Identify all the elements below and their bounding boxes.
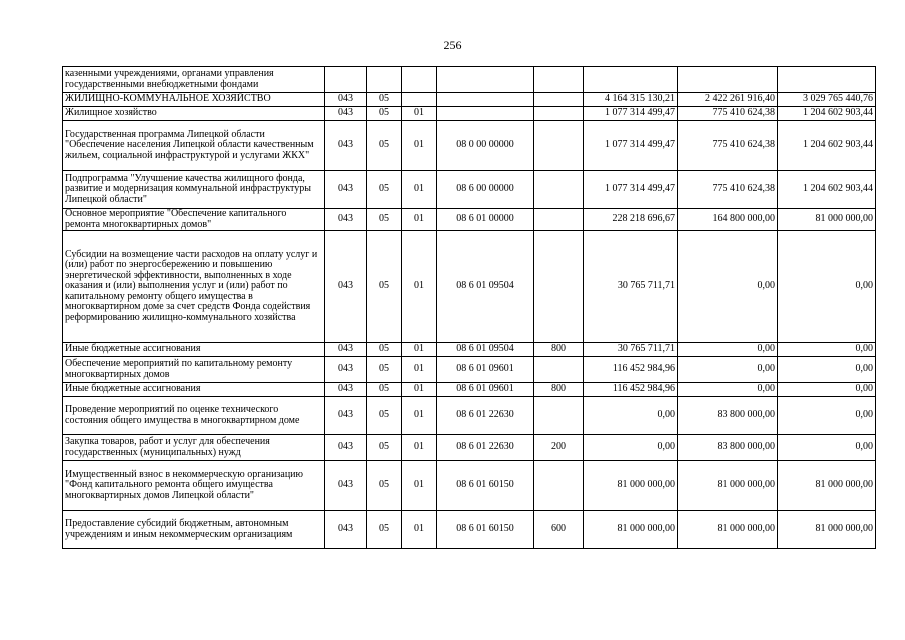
cell-sum-1: 1 077 314 499,47 — [584, 171, 678, 209]
table-row — [63, 343, 876, 357]
cell-sum-1 — [584, 67, 678, 93]
cell-csr: 08 6 01 60150 — [437, 461, 534, 511]
cell-name: ЖИЛИЩНО-КОММУНАЛЬНОЕ ХОЗЯЙСТВО — [63, 93, 325, 107]
cell-csr: 08 6 01 09601 — [437, 383, 534, 397]
cell-name: Предоставление субсидий бюджетным, автономным учреждениям и иным некоммерческим организациям — [63, 511, 325, 549]
cell-sum-1: 81 000 000,00 — [584, 511, 678, 549]
cell-pr — [402, 67, 437, 93]
cell-ved: 043 — [325, 343, 367, 357]
table-row — [63, 461, 876, 511]
cell-sum-3: 0,00 — [778, 343, 876, 357]
cell-name: Подпрограмма "Улучшение качества жилищного фонда, развитие и модернизация коммунальной инфраструктуры Липецкой области" — [63, 171, 325, 209]
cell-sum-3: 0,00 — [778, 383, 876, 397]
cell-sum-2: 775 410 624,38 — [678, 171, 778, 209]
cell-csr: 08 6 01 60150 — [437, 511, 534, 549]
cell-csr: 08 6 01 22630 — [437, 397, 534, 435]
cell-csr — [437, 107, 534, 121]
cell-sum-2: 83 800 000,00 — [678, 397, 778, 435]
cell-ved: 043 — [325, 461, 367, 511]
table-row — [63, 67, 876, 93]
cell-pr: 01 — [402, 511, 437, 549]
table-row — [63, 93, 876, 107]
cell-rz: 05 — [367, 383, 402, 397]
cell-name: казенными учреждениями, органами управления государственными внебюджетными фондами — [63, 67, 325, 93]
table-row — [63, 107, 876, 121]
cell-sum-1: 116 452 984,96 — [584, 383, 678, 397]
cell-rz: 05 — [367, 397, 402, 435]
cell-vr — [534, 171, 584, 209]
cell-sum-1: 30 765 711,71 — [584, 343, 678, 357]
cell-vr — [534, 231, 584, 343]
table-row — [63, 231, 876, 343]
cell-sum-1: 228 218 696,67 — [584, 209, 678, 231]
cell-sum-3: 0,00 — [778, 435, 876, 461]
cell-pr: 01 — [402, 121, 437, 171]
cell-ved: 043 — [325, 435, 367, 461]
cell-ved: 043 — [325, 383, 367, 397]
cell-sum-1: 30 765 711,71 — [584, 231, 678, 343]
page-number: 256 — [443, 38, 462, 52]
cell-vr — [534, 397, 584, 435]
cell-pr: 01 — [402, 383, 437, 397]
cell-sum-3: 3 029 765 440,76 — [778, 93, 876, 107]
cell-pr: 01 — [402, 397, 437, 435]
cell-rz: 05 — [367, 107, 402, 121]
cell-name: Основное мероприятие "Обеспечение капитального ремонта многоквартирных домов" — [63, 209, 325, 231]
cell-sum-3: 81 000 000,00 — [778, 511, 876, 549]
cell-vr — [534, 107, 584, 121]
cell-vr: 600 — [534, 511, 584, 549]
cell-sum-2: 775 410 624,38 — [678, 121, 778, 171]
cell-csr: 08 6 01 09504 — [437, 343, 534, 357]
cell-name: Жилищное хозяйство — [63, 107, 325, 121]
cell-rz: 05 — [367, 231, 402, 343]
cell-name: Имущественный взнос в некоммерческую организацию "Фонд капитального ремонта общего имущества многоквартирных домов Липецкой области" — [63, 461, 325, 511]
cell-ved: 043 — [325, 511, 367, 549]
cell-vr — [534, 67, 584, 93]
cell-sum-1: 81 000 000,00 — [584, 461, 678, 511]
cell-ved: 043 — [325, 107, 367, 121]
cell-sum-1: 1 077 314 499,47 — [584, 107, 678, 121]
cell-sum-2: 0,00 — [678, 357, 778, 383]
cell-sum-1: 116 452 984,96 — [584, 357, 678, 383]
cell-sum-1: 0,00 — [584, 397, 678, 435]
table-row — [63, 121, 876, 171]
cell-name: Закупка товаров, работ и услуг для обеспечения государственных (муниципальных) нужд — [63, 435, 325, 461]
cell-ved: 043 — [325, 397, 367, 435]
cell-sum-3: 81 000 000,00 — [778, 461, 876, 511]
cell-sum-3: 81 000 000,00 — [778, 209, 876, 231]
cell-csr — [437, 93, 534, 107]
cell-sum-3: 1 204 602 903,44 — [778, 171, 876, 209]
cell-ved: 043 — [325, 171, 367, 209]
cell-sum-3: 1 204 602 903,44 — [778, 121, 876, 171]
cell-pr: 01 — [402, 209, 437, 231]
budget-table — [62, 66, 876, 549]
cell-sum-2 — [678, 67, 778, 93]
table-row — [63, 383, 876, 397]
cell-pr: 01 — [402, 171, 437, 209]
cell-pr — [402, 93, 437, 107]
cell-pr: 01 — [402, 343, 437, 357]
cell-name: Иные бюджетные ассигнования — [63, 343, 325, 357]
cell-name: Проведение мероприятий по оценке технического состояния общего имущества в многоквартирном доме — [63, 397, 325, 435]
cell-name: Обеспечение мероприятий по капитальному ремонту многоквартирных домов — [63, 357, 325, 383]
cell-rz: 05 — [367, 121, 402, 171]
cell-pr: 01 — [402, 231, 437, 343]
table-row — [63, 397, 876, 435]
cell-csr: 08 6 01 00000 — [437, 209, 534, 231]
cell-sum-2: 0,00 — [678, 231, 778, 343]
cell-csr: 08 6 01 09504 — [437, 231, 534, 343]
cell-sum-2: 0,00 — [678, 383, 778, 397]
cell-rz: 05 — [367, 93, 402, 107]
table-row — [63, 209, 876, 231]
cell-vr: 800 — [534, 383, 584, 397]
cell-sum-2: 164 800 000,00 — [678, 209, 778, 231]
cell-name: Иные бюджетные ассигнования — [63, 383, 325, 397]
cell-rz: 05 — [367, 511, 402, 549]
cell-ved: 043 — [325, 209, 367, 231]
cell-sum-2: 83 800 000,00 — [678, 435, 778, 461]
cell-ved: 043 — [325, 357, 367, 383]
cell-sum-3: 0,00 — [778, 357, 876, 383]
cell-sum-1: 1 077 314 499,47 — [584, 121, 678, 171]
cell-rz — [367, 67, 402, 93]
cell-pr: 01 — [402, 435, 437, 461]
cell-ved: 043 — [325, 231, 367, 343]
cell-csr: 08 6 01 22630 — [437, 435, 534, 461]
cell-vr — [534, 357, 584, 383]
cell-sum-3: 0,00 — [778, 397, 876, 435]
cell-rz: 05 — [367, 461, 402, 511]
cell-sum-2: 81 000 000,00 — [678, 461, 778, 511]
table-row — [63, 171, 876, 209]
cell-sum-2: 81 000 000,00 — [678, 511, 778, 549]
table-body — [63, 67, 876, 549]
cell-sum-2: 2 422 261 916,40 — [678, 93, 778, 107]
cell-rz: 05 — [367, 357, 402, 383]
cell-csr: 08 0 00 00000 — [437, 121, 534, 171]
cell-vr — [534, 461, 584, 511]
cell-sum-3 — [778, 67, 876, 93]
cell-csr: 08 6 01 09601 — [437, 357, 534, 383]
cell-vr: 200 — [534, 435, 584, 461]
cell-sum-3: 0,00 — [778, 231, 876, 343]
cell-vr — [534, 209, 584, 231]
cell-sum-2: 0,00 — [678, 343, 778, 357]
cell-sum-3: 1 204 602 903,44 — [778, 107, 876, 121]
cell-ved: 043 — [325, 121, 367, 171]
table-row — [63, 435, 876, 461]
cell-rz: 05 — [367, 209, 402, 231]
cell-vr: 800 — [534, 343, 584, 357]
cell-vr — [534, 121, 584, 171]
cell-sum-1: 0,00 — [584, 435, 678, 461]
cell-pr: 01 — [402, 107, 437, 121]
table-row — [63, 511, 876, 549]
cell-csr: 08 6 00 00000 — [437, 171, 534, 209]
table-row — [63, 357, 876, 383]
cell-ved: 043 — [325, 93, 367, 107]
cell-sum-1: 4 164 315 130,21 — [584, 93, 678, 107]
cell-rz: 05 — [367, 435, 402, 461]
cell-name: Государственная программа Липецкой области "Обеспечение населения Липецкой области качественным жильем, социальной инфраструктурой и услугами ЖКХ" — [63, 121, 325, 171]
cell-ved — [325, 67, 367, 93]
cell-vr — [534, 93, 584, 107]
cell-sum-2: 775 410 624,38 — [678, 107, 778, 121]
cell-rz: 05 — [367, 343, 402, 357]
cell-name: Субсидии на возмещение части расходов на оплату услуг и (или) работ по энергосбережению и повышению энергетической эффективности, выполненных в ходе оказания и (или) выполнения услуг и (или) работ по капитальному ремонту общего имущества в многоквартирном доме за счет средств Фонда содействия реформированию жилищно-коммунального хозяйства — [63, 231, 325, 343]
cell-pr: 01 — [402, 461, 437, 511]
cell-rz: 05 — [367, 171, 402, 209]
cell-pr: 01 — [402, 357, 437, 383]
cell-csr — [437, 67, 534, 93]
